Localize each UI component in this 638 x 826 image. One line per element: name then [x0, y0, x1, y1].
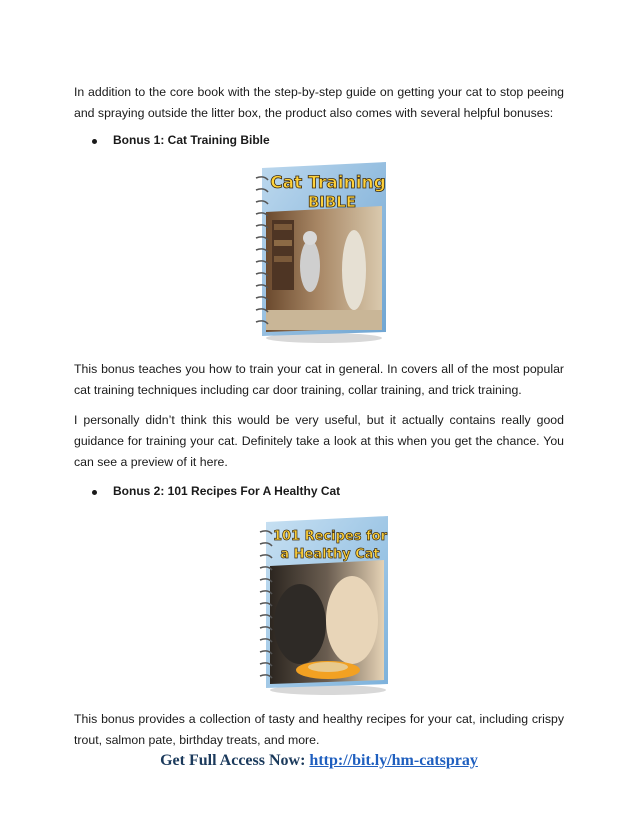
- cover-1-title-line2: BIBLE: [307, 193, 357, 211]
- footer-link[interactable]: http://bit.ly/hm-catspray: [309, 752, 478, 769]
- intro-paragraph: In addition to the core book with the step-by-step guide on getting your cat to stop peeing and spraying outside the litter box, the product also comes with several helpful bonuses:: [74, 85, 564, 120]
- footer-cta: [0, 752, 638, 770]
- footer-label: Get Full Access Now:: [160, 752, 306, 769]
- bonus-1-description-1: This bonus teaches you how to train your cat in general. In covers all of the most popular cat training techniques including car door training, collar training, and trick training.: [74, 362, 564, 397]
- bonus-2-description: This bonus provides a collection of tasty and healthy recipes for your cat, including crispy trout, salmon pate, birthday treats, and more.: [74, 712, 564, 747]
- cover-2-title-line2: a Healthy Cat: [280, 547, 380, 562]
- bonus-1-title: Bonus 1: Cat Training Bible: [113, 133, 270, 147]
- recipes-healthy-cat-cover: [250, 514, 394, 696]
- bonus-2-title: Bonus 2: 101 Recipes For A Healthy Cat: [113, 484, 341, 498]
- cover-1-title-line1: Cat Training: [270, 173, 386, 193]
- bullet-dot-icon: [92, 490, 97, 495]
- bonus-1-description-2: I personally didn’t think this would be very useful, but it actually contains really good guidance for training your cat. Definitely take a look at this when you get the chance. You can see a preview of it here.: [74, 413, 564, 469]
- bullet-dot-icon: [92, 139, 97, 144]
- cat-training-bible-cover: [246, 160, 392, 344]
- cover-2-title-line1: 101 Recipes for: [272, 529, 388, 544]
